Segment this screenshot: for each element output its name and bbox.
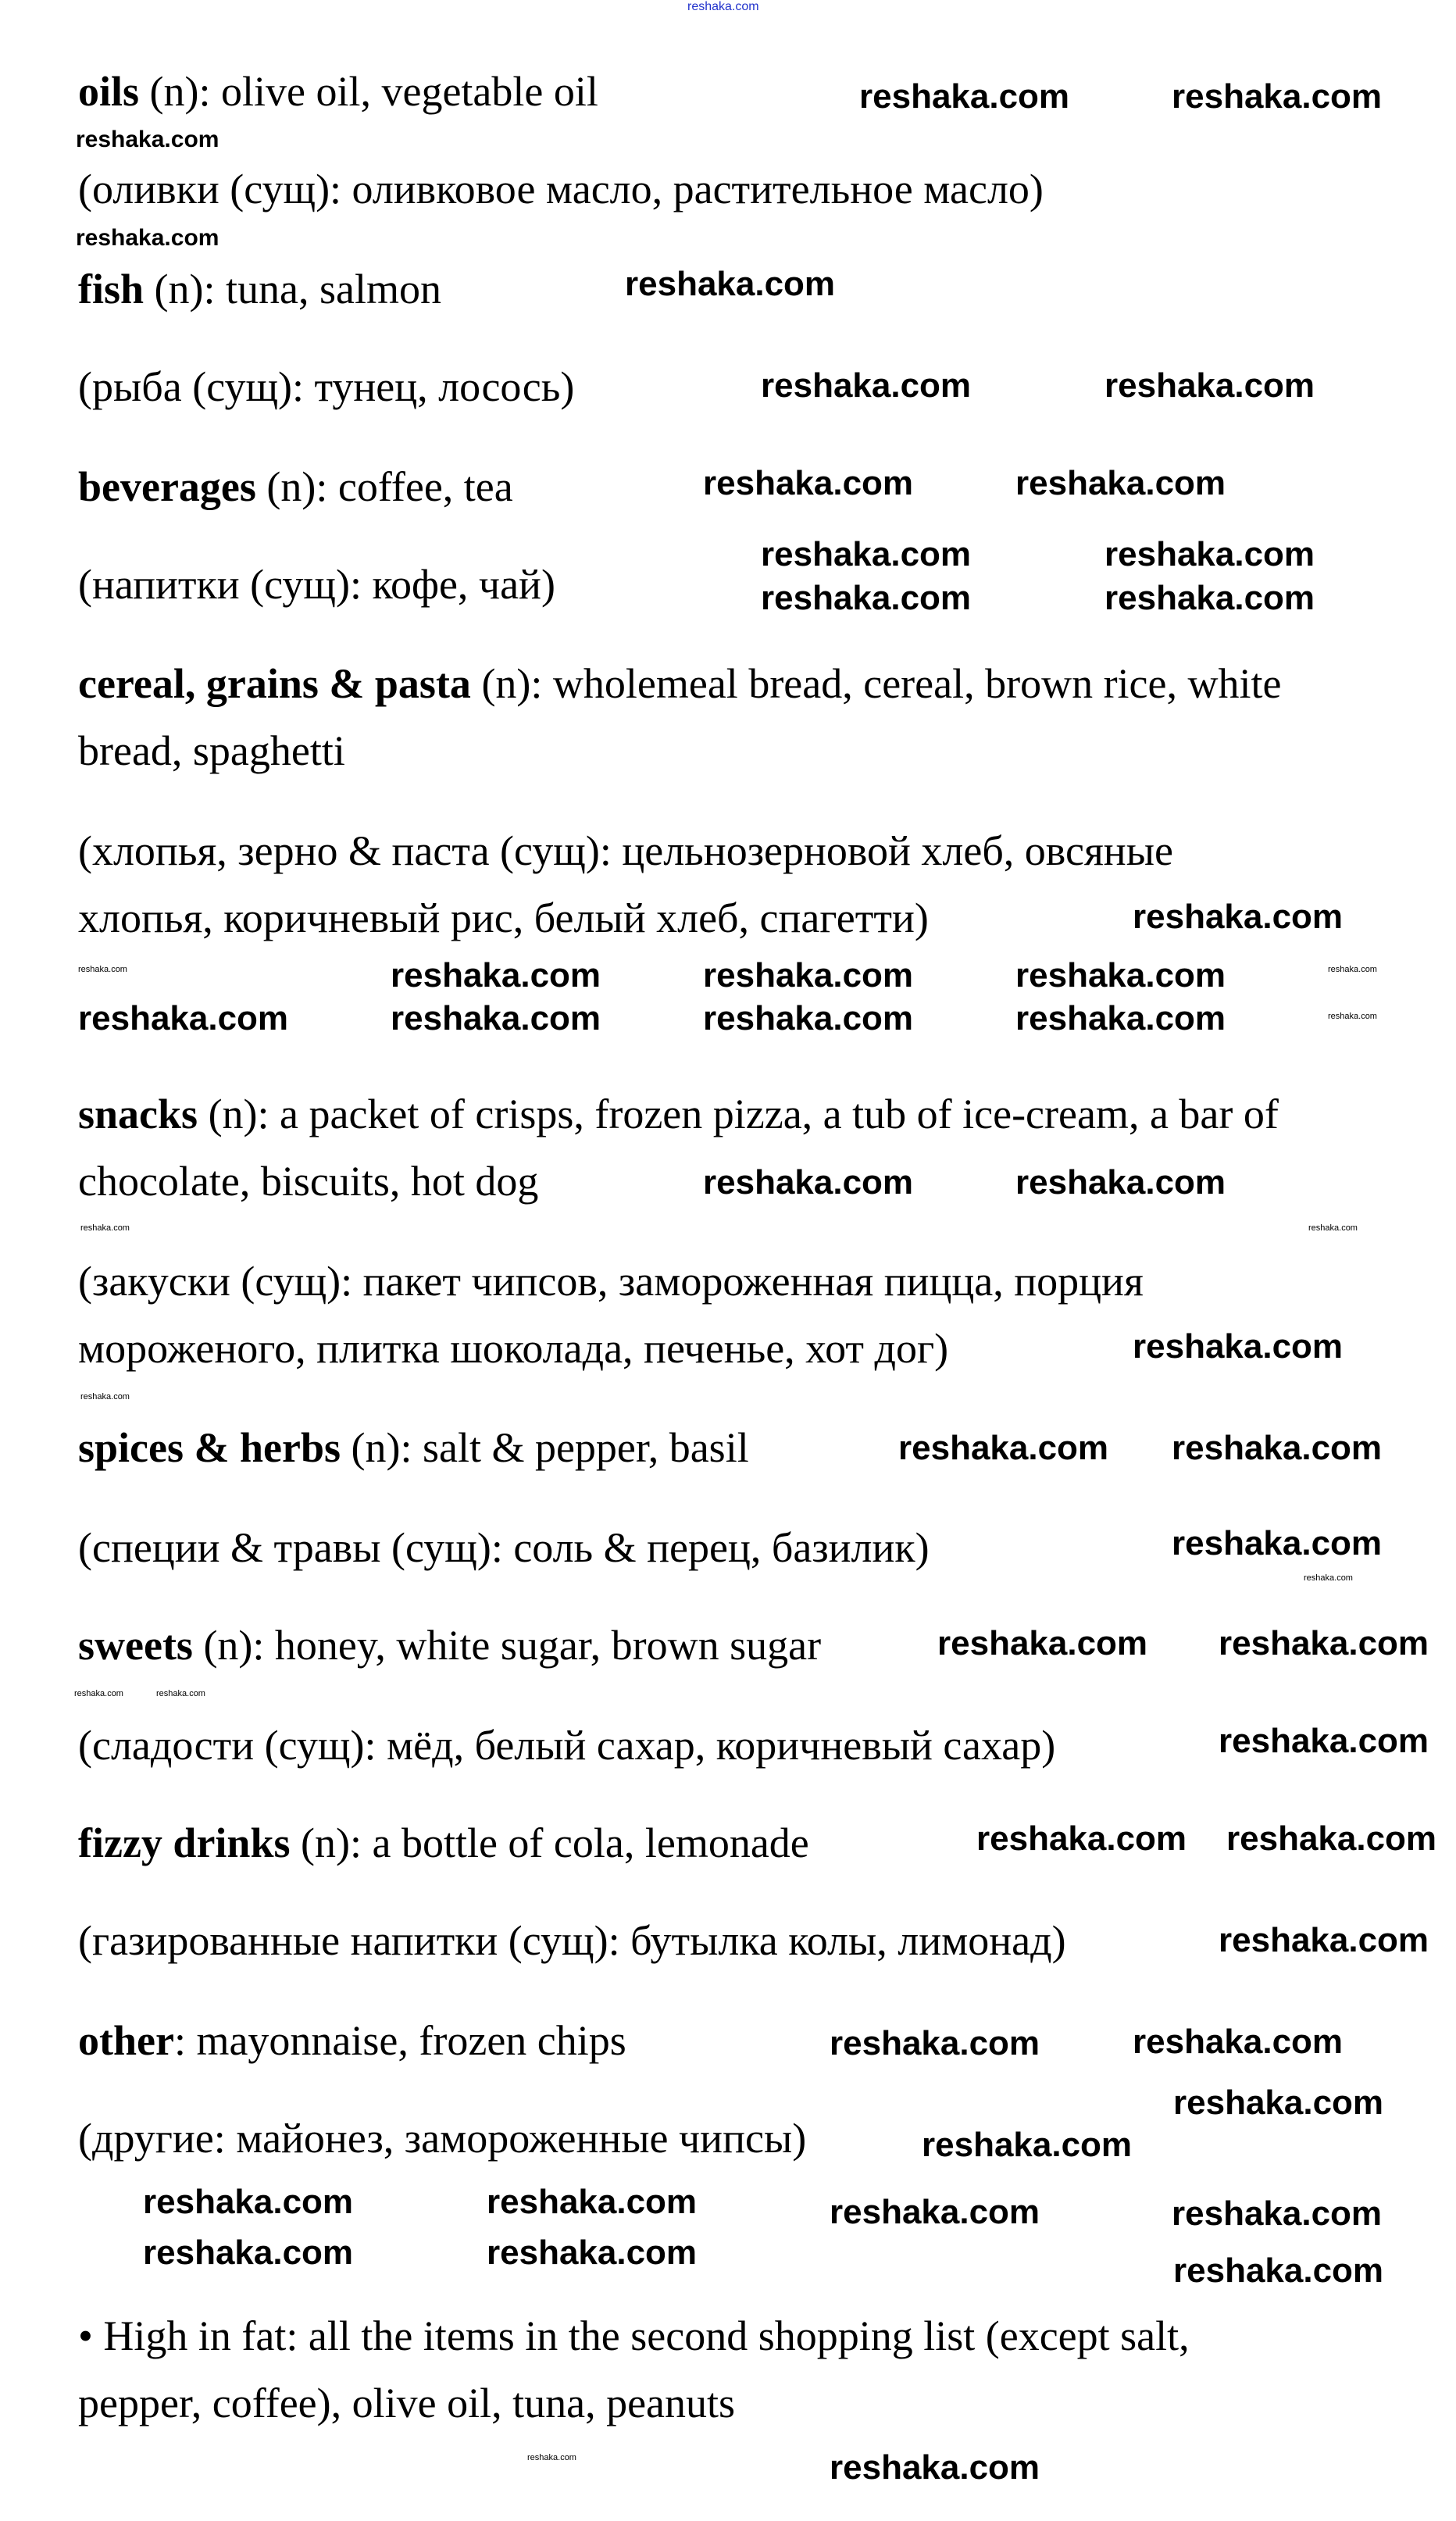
watermark: reshaka.com — [922, 2126, 1133, 2164]
definition: (n): honey, white sugar, brown sugar — [192, 1622, 822, 1669]
term: spices & herbs — [78, 1424, 341, 1471]
term: oils — [78, 68, 140, 115]
translation-fish — [78, 353, 574, 420]
entry-spices — [78, 1414, 749, 1481]
watermark: reshaka.com — [937, 1624, 1148, 1662]
watermark: reshaka.com — [1172, 2194, 1383, 2233]
definition-continued: bread, spaghetti — [78, 727, 345, 774]
watermark: reshaka.com — [1172, 1429, 1383, 1467]
watermark: reshaka.com — [1104, 579, 1315, 617]
translation-text: (специи & травы (сущ): соль & перец, базилик) — [78, 1524, 930, 1571]
translation-text: (газированные напитки (сущ): бутылка колы, лимонад) — [78, 1917, 1066, 1964]
watermark: reshaka.com — [1173, 2251, 1384, 2290]
watermark: reshaka.com — [687, 0, 759, 13]
watermark: reshaka.com — [391, 956, 601, 994]
watermark: reshaka.com — [830, 2024, 1040, 2062]
translation-continued: мороженого, плитка шоколада, печенье, хот дог) — [78, 1325, 949, 1372]
entry-fish — [78, 255, 441, 323]
note-continued: pepper, coffee), olive oil, tuna, peanuts — [78, 2380, 736, 2426]
watermark: reshaka.com — [143, 2183, 354, 2221]
translation-continued: хлопья, коричневый рис, белый хлеб, спагетти) — [78, 894, 929, 941]
translation-text: (напитки (сущ): кофе, чай) — [78, 561, 555, 608]
watermark: reshaka.com — [1219, 1722, 1429, 1760]
term: fizzy drinks — [78, 1819, 291, 1866]
term: beverages — [78, 463, 256, 510]
watermark: reshaka.com — [1015, 999, 1226, 1037]
watermark: reshaka.com — [487, 2234, 698, 2272]
term: snacks — [78, 1091, 198, 1137]
definition-continued: chocolate, biscuits, hot dog — [78, 1158, 539, 1205]
watermark: reshaka.com — [1015, 956, 1226, 994]
term: other — [78, 2017, 174, 2064]
watermark: reshaka.com — [80, 1223, 130, 1233]
watermark: reshaka.com — [391, 999, 601, 1037]
watermark: reshaka.com — [1308, 1223, 1358, 1233]
watermark: reshaka.com — [78, 999, 289, 1037]
watermark: reshaka.com — [976, 1819, 1187, 1858]
watermark: reshaka.com — [1133, 898, 1344, 936]
watermark: reshaka.com — [703, 956, 914, 994]
translation-text: (сладости (сущ): мёд, белый сахар, коричневый сахар) — [78, 1722, 1056, 1769]
translation-other — [78, 2105, 806, 2172]
watermark: reshaka.com — [703, 464, 914, 502]
term: cereal, grains & pasta — [78, 660, 471, 707]
definition: (n): olive oil, vegetable oil — [139, 68, 598, 115]
watermark: reshaka.com — [1173, 2084, 1384, 2122]
high-in-fat-note — [78, 2302, 1190, 2437]
watermark: reshaka.com — [1172, 77, 1383, 116]
definition: (n): tuna, salmon — [144, 266, 441, 312]
watermark: reshaka.com — [1104, 535, 1315, 573]
definition: (n): coffee, tea — [255, 463, 513, 510]
watermark: reshaka.com — [1226, 1819, 1437, 1858]
term: fish — [78, 266, 145, 312]
watermark: reshaka.com — [761, 579, 972, 617]
watermark: reshaka.com — [1328, 1012, 1377, 1021]
watermark: reshaka.com — [74, 1689, 123, 1698]
watermark: reshaka.com — [859, 77, 1070, 116]
definition: (n): salt & pepper, basil — [341, 1424, 749, 1471]
watermark: reshaka.com — [625, 265, 836, 303]
translation-oils — [78, 155, 1044, 223]
watermark: reshaka.com — [78, 965, 127, 974]
watermark: reshaka.com — [1104, 366, 1315, 405]
entry-fizzy-drinks — [78, 1809, 809, 1876]
translation-cereal — [78, 817, 1173, 952]
watermark: reshaka.com — [80, 1392, 130, 1402]
watermark: reshaka.com — [1133, 1327, 1344, 1366]
entry-cereal — [78, 650, 1281, 784]
translation-text: (оливки (сущ): оливковое масло, растительное масло) — [78, 166, 1044, 212]
watermark: reshaka.com — [761, 535, 972, 573]
definition: (n): a bottle of cola, lemonade — [290, 1819, 809, 1866]
entry-other — [78, 2007, 626, 2074]
watermark: reshaka.com — [703, 1163, 914, 1202]
note-text: • High in fat: all the items in the second shopping list (except salt, — [78, 2312, 1190, 2359]
translation-text: (закуски (сущ): пакет чипсов, замороженная пицца, порция — [78, 1258, 1144, 1305]
watermark: reshaka.com — [830, 2193, 1040, 2231]
watermark: reshaka.com — [898, 1429, 1109, 1467]
watermark: reshaka.com — [830, 2448, 1040, 2487]
definition: : mayonnaise, frozen chips — [173, 2017, 626, 2064]
watermark: reshaka.com — [1328, 965, 1377, 974]
watermark: reshaka.com — [1219, 1624, 1429, 1662]
watermark: reshaka.com — [1015, 464, 1226, 502]
entry-beverages — [78, 453, 513, 520]
watermark: reshaka.com — [1133, 2023, 1344, 2061]
translation-fizzy-drinks — [78, 1907, 1066, 1974]
watermark: reshaka.com — [76, 127, 219, 152]
watermark: reshaka.com — [527, 2453, 576, 2462]
watermark: reshaka.com — [487, 2183, 698, 2221]
translation-spices — [78, 1514, 930, 1581]
watermark: reshaka.com — [1172, 1524, 1383, 1562]
watermark: reshaka.com — [1015, 1163, 1226, 1202]
definition: (n): wholemeal bread, cereal, brown rice, white — [470, 660, 1282, 707]
entry-oils — [78, 58, 598, 125]
watermark: reshaka.com — [761, 366, 972, 405]
definition: (n): a packet of crisps, frozen pizza, a tub of ice-cream, a bar of — [198, 1091, 1279, 1137]
watermark: reshaka.com — [1219, 1921, 1429, 1959]
watermark: reshaka.com — [1304, 1573, 1353, 1583]
translation-text: (другие: майонез, замороженные чипсы) — [78, 2115, 807, 2162]
term: sweets — [78, 1622, 193, 1669]
translation-snacks — [78, 1248, 1144, 1382]
translation-sweets — [78, 1712, 1055, 1779]
translation-text: (хлопья, зерно & паста (сущ): цельнозерновой хлеб, овсяные — [78, 827, 1173, 874]
watermark: reshaka.com — [156, 1689, 205, 1698]
translation-beverages — [78, 551, 555, 618]
entry-sweets — [78, 1612, 821, 1679]
watermark: reshaka.com — [143, 2234, 354, 2272]
watermark: reshaka.com — [76, 225, 219, 251]
watermark: reshaka.com — [703, 999, 914, 1037]
translation-text: (рыба (сущ): тунец, лосось) — [78, 363, 575, 410]
